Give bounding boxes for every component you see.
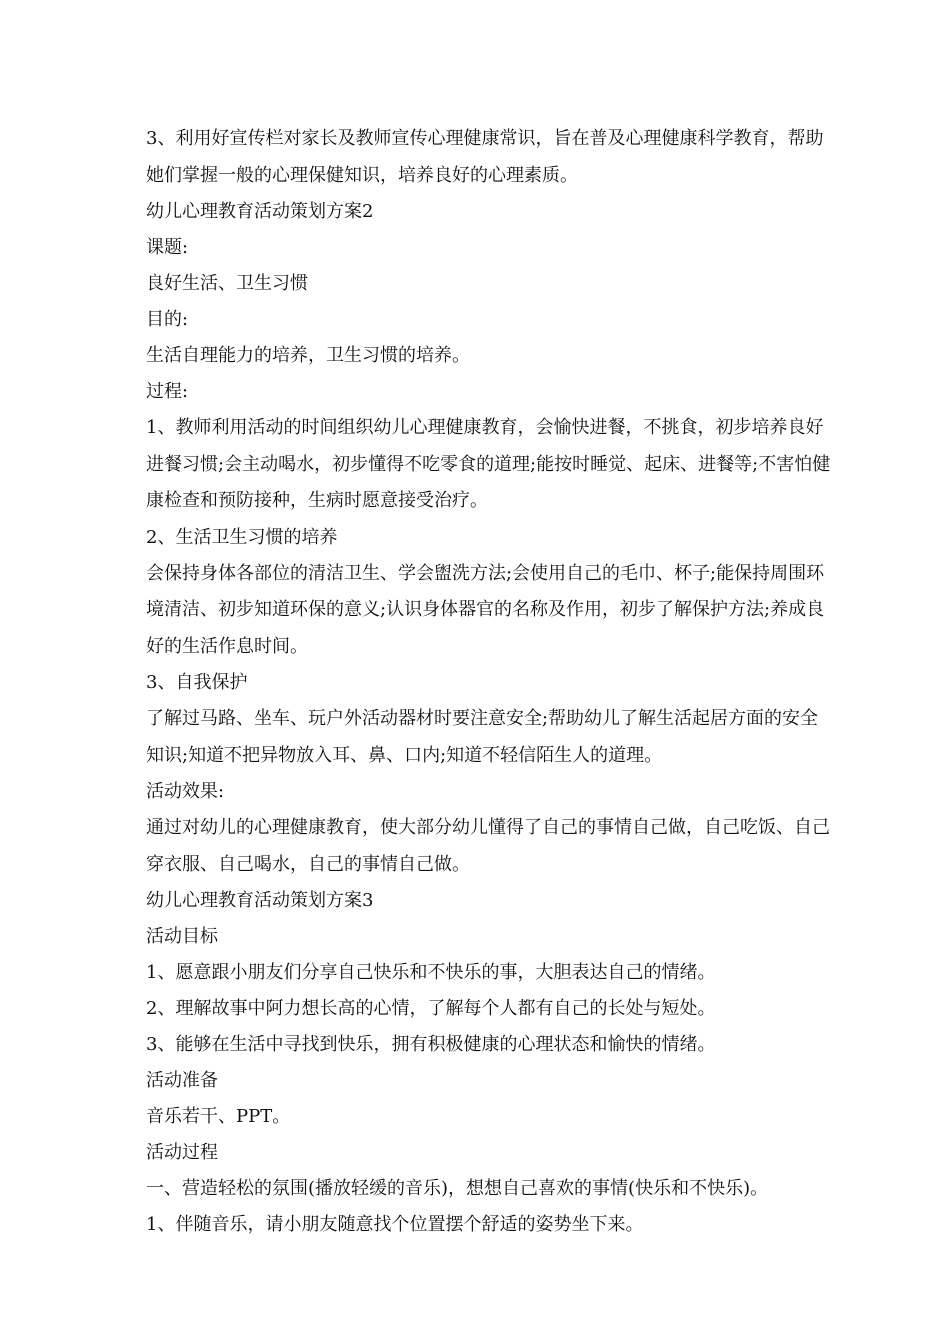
process-step-one: 一、营造轻松的氛围(播放轻缓的音乐)，想想自己喜欢的事情(快乐和不快乐)。 [146, 1178, 769, 1199]
label-topic: 课题: [146, 237, 189, 258]
text-topic: 良好生活、卫生习惯 [146, 273, 308, 294]
subheading-hygiene-habits: 2、生活卫生习惯的培养 [146, 526, 338, 548]
section-heading-plan-2: 幼儿心理教育活动策划方案2 [146, 201, 374, 222]
text-purpose: 生活自理能力的培养，卫生习惯的培养。 [146, 345, 470, 366]
goal-item-3: 3、能够在生活中寻找到快乐，拥有积极健康的心理状态和愉快的情绪。 [146, 1034, 716, 1055]
section-heading-plan-3: 幼儿心理教育活动策划方案3 [146, 890, 374, 911]
label-process: 过程: [146, 381, 189, 402]
label-activity-effect: 活动效果: [146, 781, 225, 802]
subheading-self-protection: 3、自我保护 [146, 672, 248, 693]
paragraph-hygiene-habits: 会保持身体各部位的清洁卫生、学会盥洗方法;会使用自己的毛巾、杯子;能保持周围环境清洁、初步知道环保的意义;认识身体器官的名称及作用，初步了解保护方法;养成良好的生活作息时间。 [146, 562, 825, 657]
label-activity-preparation: 活动准备 [146, 1070, 218, 1091]
goal-item-1: 1、愿意跟小朋友们分享自己快乐和不快乐的事，大胆表达自己的情绪。 [146, 962, 716, 983]
goal-item-2: 2、理解故事中阿力想长高的心情，了解每个人都有自己的长处与短处。 [146, 998, 716, 1019]
label-purpose: 目的: [146, 309, 189, 330]
paragraph-process-1: 1、教师利用活动的时间组织幼儿心理健康教育，会愉快进餐，不挑食，初步培养良好进餐习惯;会主动喝水，初步懂得不吃零食的道理;能按时睡觉、起床、进餐等;不害怕健康检查和预防接种，生病时愿意接受治疗。 [146, 417, 831, 511]
label-activity-goals: 活动目标 [146, 926, 218, 947]
process-step-one-item-1: 1、伴随音乐，请小朋友随意找个位置摆个舒适的姿势坐下来。 [146, 1214, 644, 1235]
paragraph-activity-effect: 通过对幼儿的心理健康教育，使大部分幼儿懂得了自己的事情自己做，自己吃饭、自己穿衣服、自己喝水，自己的事情自己做。 [146, 817, 830, 875]
paragraph-self-protection: 了解过马路、坐车、玩户外活动器材时要注意安全;帮助幼儿了解生活起居方面的安全知识;知道不把异物放入耳、鼻、口内;知道不轻信陌生人的道理。 [146, 708, 819, 766]
label-activity-process: 活动过程 [146, 1142, 218, 1163]
document-page [146, 121, 836, 1243]
paragraph-publicity: 3、利用好宣传栏对家长及教师宣传心理健康常识，旨在普及心理健康科学教育，帮助她们掌握一般的心理保健知识，培养良好的心理素质。 [146, 128, 824, 186]
text-activity-preparation: 音乐若干、PPT。 [146, 1106, 291, 1127]
